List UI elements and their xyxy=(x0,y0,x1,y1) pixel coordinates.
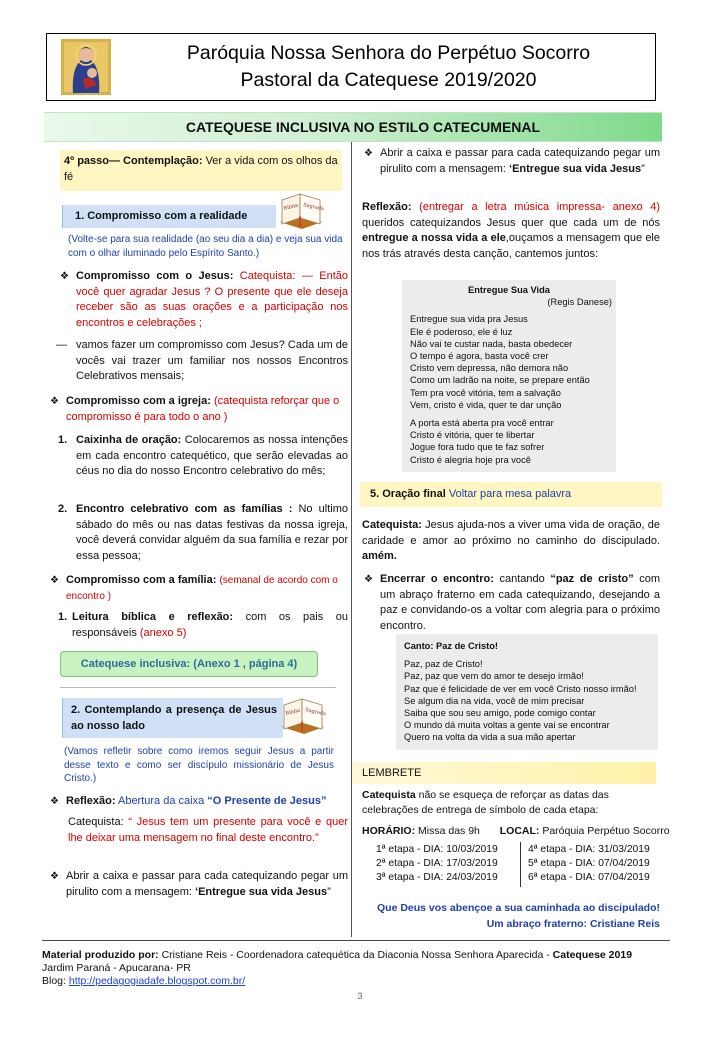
oracao-text: Voltar para mesa palavra xyxy=(448,488,572,500)
song-line: Vem, cristo é vida, quer te dar unção xyxy=(410,399,562,410)
song-line: Tem pra você vitória, tem a salvação xyxy=(410,387,561,398)
svg-text:Sagrada: Sagrada xyxy=(302,202,324,213)
svg-text:Bíblia: Bíblia xyxy=(285,707,301,717)
dash-marker: — xyxy=(56,339,67,351)
song-line: Se algum dia na vida, você de mim precisar xyxy=(404,695,585,706)
svg-text:Bíblia: Bíblia xyxy=(283,202,299,212)
compromisso-jesus xyxy=(76,269,348,331)
sec1-note: (Volte-se para sua realidade (ao seu dia a dia) e veja sua vida com o olhar iluminado pelo Espírito Santo.) xyxy=(68,234,343,259)
song2-box xyxy=(396,634,658,750)
catequista-left xyxy=(68,815,348,846)
song-line: Como um ladrão na noite, se prepare então xyxy=(410,375,590,386)
song-line: Jogue fora tudo que te faz sofrer xyxy=(410,442,545,453)
inclusiva-text: (Anexo 1 , página 4) xyxy=(193,658,298,670)
date-row: 6ª etapa - DIA: 07/04/2019 xyxy=(528,872,650,883)
blessing xyxy=(352,900,660,932)
header-title-line1: Paróquia Nossa Senhora do Perpétuo Socorro xyxy=(186,42,591,64)
song-line: Quero na volta da vida a sua mão apertar xyxy=(404,732,576,743)
encerrar xyxy=(380,572,660,634)
reflexao-right-bold: entregue a nossa vida a ele xyxy=(362,232,506,244)
inclusiva-label: Catequese inclusiva: xyxy=(80,658,191,670)
song-line: A porta está aberta pra você entrar xyxy=(410,418,554,429)
song-line: Entregue sua vida pra Jesus xyxy=(410,314,528,325)
song1-box xyxy=(402,280,616,472)
song-line: Cristo é alegria hoje pra você xyxy=(410,454,531,465)
abrir-right xyxy=(380,146,660,177)
horario-label: HORÁRIO: xyxy=(362,825,416,837)
reflexao-right-label: Reflexão: xyxy=(362,201,412,213)
date-row: 1ª etapa - DIA: 10/03/2019 xyxy=(376,844,498,855)
footer-line3 xyxy=(42,975,682,988)
song-line: O mundo dá muita voltas a gente vai se encontrar xyxy=(404,720,610,731)
footer-label: Material produzido por: xyxy=(42,949,159,961)
reflexao-left-label: Reflexão: xyxy=(66,795,116,807)
header-title-line2: Pastoral da Catequese 2019/2020 xyxy=(240,69,537,91)
footer-catequese: Catequese 2019 xyxy=(552,949,633,961)
song-line: Paz, paz de Cristo! xyxy=(404,659,483,670)
oracao-title: 5. Oração final xyxy=(370,488,446,500)
catequista-right-label: Catequista: xyxy=(362,519,422,531)
song-line: Ele é poderoso, ele é luz xyxy=(410,326,513,337)
oracao-box xyxy=(360,482,662,507)
item2 xyxy=(76,502,348,564)
item1-label: Caixinha de oração: xyxy=(76,434,182,446)
date-row: 3ª etapa - DIA: 24/03/2019 xyxy=(376,872,498,883)
abrir-right-text: Abrir a caixa e passar para cada catequizando pegar um pirulito com a mensagem: xyxy=(380,147,660,175)
header-title xyxy=(122,40,655,94)
song-line: O tempo é agora, basta você crer xyxy=(410,351,549,362)
horario-row xyxy=(362,824,670,838)
leitura xyxy=(72,610,348,641)
leitura-label: Leitura bíblica e reflexão: xyxy=(72,611,234,623)
footer-line2: Jardim Paraná - Apucarana- PR xyxy=(42,962,191,974)
horario-value: Missa das 9h xyxy=(418,825,480,837)
footer xyxy=(42,949,682,988)
dates-right xyxy=(528,843,662,885)
local-label: LOCAL: xyxy=(499,825,540,837)
reflexao-left-quote: “O Presente de Jesus” xyxy=(207,795,327,807)
catequista-right xyxy=(362,518,660,565)
leitura-number: 1. xyxy=(58,611,68,623)
reflexao-right-text1: queridos catequizandos Jesus quer que cada um de nós xyxy=(362,216,660,229)
reflexao-left xyxy=(66,794,348,810)
compromisso-igreja xyxy=(66,394,346,425)
catequista-left-text: “ Jesus tem um presente para você e quer lhe deixar uma mensagem no final deste encontro.” xyxy=(68,816,348,844)
footer-line1 xyxy=(42,949,682,962)
compromisso-familia-text: (semanal de acordo com o encontro ) xyxy=(66,575,338,602)
song2-title: Canto: Paz de Cristo! xyxy=(404,641,499,651)
lembrete-text xyxy=(362,788,662,817)
blessing-line1: Que Deus vos abençoe a sua caminhada ao discipulado! xyxy=(376,902,660,914)
passo-label: 4º passo— Contemplação: xyxy=(64,155,203,167)
song-line: Paz, paz que vem do amor te desejo irmão! xyxy=(404,671,584,682)
compromisso-igreja-label: Compromisso com a igreja: xyxy=(66,395,211,407)
bible-icon-2 xyxy=(280,697,326,740)
lembrete-title: LEMBRETE xyxy=(362,767,422,779)
section-banner xyxy=(44,112,662,142)
abrir-left xyxy=(66,869,348,900)
compromisso-igreja-text: (catequista reforçar que o compromisso é para todo o ano ) xyxy=(66,395,340,423)
reflexao-right-text2: ,ouçamos a mensagem que ele nos trás através desta canção, cantemos juntos: xyxy=(362,232,660,260)
banner-title: CATEQUESE INCLUSIVA NO ESTILO CATECUMENAL xyxy=(185,119,541,135)
encerrar-quote: “paz de cristo” xyxy=(550,573,634,585)
compromisso-familia-label: Compromisso com a família: xyxy=(66,574,217,586)
song-line: Cristo é vitória, quer te libertar xyxy=(410,430,535,441)
saint-image-icon xyxy=(61,39,111,95)
compromisso-jesus-label: Compromisso com o Jesus: xyxy=(76,270,234,282)
leitura-text: com os pais ou responsáveis xyxy=(72,611,349,639)
catequese-inclusiva-box xyxy=(60,651,318,677)
sec1-title: 1. Compromisso com a realidade xyxy=(62,205,276,228)
song1-author: (Regis Danese) xyxy=(547,297,612,308)
song-line: Saiba que sou seu amigo, pode comigo contar xyxy=(404,708,596,719)
song-line: Cristo vem depressa, não demora não xyxy=(410,363,569,374)
catequista-right-text: Jesus ajuda-nos a viver uma vida de oração, de caridade e amor ao próximo no caminho do discipulado. xyxy=(362,519,660,547)
dash-text: vamos fazer um compromisso com Jesus? Cada um de vocês vai trazer um familiar nos nossos Encontros Celebrativos mensais; xyxy=(76,339,348,382)
sec2-title: 2. Contemplando a presença de Jesus ao nosso lado xyxy=(62,698,283,738)
column-divider xyxy=(351,142,352,937)
song1-title: Entregue Sua Vida xyxy=(468,285,550,295)
encerrar-text1: cantando xyxy=(499,573,545,585)
bible-icon xyxy=(278,192,324,235)
song-line: Paz que é felicidade de ver em você Cristo nosso irmão! xyxy=(404,683,637,694)
encerrar-text2: com um abraço fraterno em cada catequizando, desejando a paz e convidando-os a voltar com alegria para o próximo encontro. xyxy=(380,573,661,632)
compromisso-familia xyxy=(66,573,348,604)
date-row: 2ª etapa - DIA: 17/03/2019 xyxy=(376,858,498,869)
compromisso-jesus-text: Catequista: — Então você quer agradar Jesus ? O presente que ele deseja receber são as suas orações e a participação nos encontros e celebrações ; xyxy=(76,270,348,329)
item2-label: Encontro celebrativo com as famílias : xyxy=(76,503,293,515)
sec1-header xyxy=(62,205,276,228)
date-row: 4ª etapa - DIA: 31/03/2019 xyxy=(528,844,650,855)
footer-blog-link[interactable]: http://pedagogiadafe.blogspot.com.br/ xyxy=(68,975,246,987)
dates-left xyxy=(376,843,518,885)
reflexao-right-red: (entregar a letra música impressa- anexo 4) xyxy=(419,201,660,213)
footer-blog-label: Blog: xyxy=(42,975,66,987)
date-row: 5ª etapa - DIA: 07/04/2019 xyxy=(528,858,650,869)
song1-lines xyxy=(410,313,616,465)
footer-rule xyxy=(42,940,670,941)
passo-box xyxy=(60,150,342,191)
abrir-right-quote: ‘Entregue sua vida Jesus xyxy=(509,162,642,175)
abrir-left-end: ” xyxy=(327,885,331,898)
svg-text:Sagrada: Sagrada xyxy=(304,707,326,718)
item1 xyxy=(76,433,348,480)
catequista-left-label: Catequista: xyxy=(68,816,124,828)
divider xyxy=(60,687,336,688)
lembrete-header xyxy=(352,762,656,784)
blessing-line2: Um abraço fraterno: Cristiane Reis xyxy=(486,918,660,930)
lembrete-body: não se esqueça de reforçar as datas das celebrações de entrega de símbolo de cada etapa: xyxy=(362,789,609,816)
item1-text: Colocaremos as nossa intenções em cada encontro catequético, que serão elevadas ao céus no dia do nosso Encontro celebrativo do mês; xyxy=(76,434,348,477)
catequista-right-amen: amém. xyxy=(362,550,397,562)
item2-number: 2. xyxy=(58,503,68,515)
sec2-note: (Vamos refletir sobre como iremos seguir Jesus a partir desse texto e como ser discípulo missionário de Jesus Cristo.) xyxy=(64,746,334,784)
item2-text: No ultimo sábado do mês ou nas datas festivas da nossa igreja, você deverá convidar alguém da sua família e rezar por essa pessoa; xyxy=(76,503,348,562)
page-header xyxy=(46,33,656,101)
reflexao-right xyxy=(362,200,660,262)
page-number: 3 xyxy=(357,991,363,1002)
footer-text: Cristiane Reis - Coordenadora catequética da Diaconia Nossa Senhora Aparecida - xyxy=(161,949,550,961)
abrir-left-text: Abrir a caixa e passar para cada catequizando pegar um pirulito com a mensagem: xyxy=(66,870,348,898)
abrir-right-end: ” xyxy=(641,162,645,175)
item1-number: 1. xyxy=(58,434,68,446)
reflexao-left-text: Abertura da caixa xyxy=(117,795,205,807)
lembrete-label: Catequista xyxy=(362,789,416,801)
song-line: Não vai te custar nada, basta obedecer xyxy=(410,338,573,349)
abrir-left-quote: ‘Entregue sua vida Jesus xyxy=(195,885,328,898)
dates-divider xyxy=(520,842,521,887)
local-value: Paróquia Perpétuo Socorro xyxy=(542,825,670,837)
song2-lines xyxy=(404,658,658,743)
leitura-annex: (anexo 5) xyxy=(139,626,187,639)
encerrar-label: Encerrar o encontro: xyxy=(380,573,494,585)
passo-text: Ver a vida com os olhos da fé xyxy=(64,155,338,183)
